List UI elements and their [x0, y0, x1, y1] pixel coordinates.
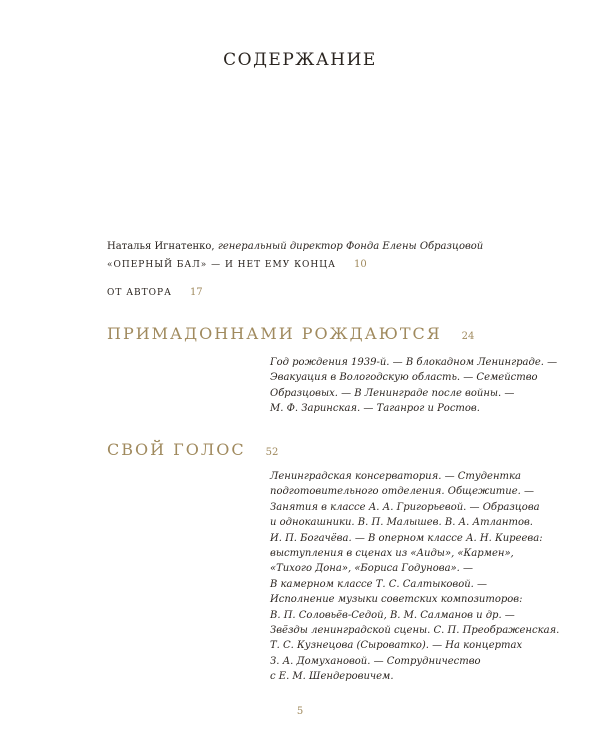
- summary-line: Ленинградская консерватория. — Студентка: [270, 471, 521, 482]
- summary-line: З. А. Домухановой. — Сотрудничество: [270, 655, 481, 667]
- summary-line: с Е. М. Шендеровичем.: [270, 671, 394, 683]
- section-summary: [270, 469, 560, 685]
- summary-line: И. П. Богачёва. — В оперном классе А. Н. Киреева:: [270, 532, 543, 544]
- section-page-number: 52: [265, 447, 279, 458]
- page-title: СОДЕРЖАНИЕ: [223, 50, 377, 70]
- summary-line: Занятия в классе А. А. Григорьевой. — Образцова: [270, 501, 540, 513]
- summary-line: Эвакуация в Вологодскую область. — Семейство: [270, 372, 538, 384]
- summary-line: Образцовых. — В Ленинграде после войны. —: [270, 387, 515, 399]
- foreword-title: «ОПЕРНЫЙ БАЛ» — И НЕТ ЕМУ КОНЦА: [107, 260, 336, 270]
- summary-line: М. Ф. Заринская. — Таганрог и Ростов.: [270, 403, 480, 415]
- summary-line: В. П. Соловьёв-Седой, В. М. Салманов и др. —: [270, 609, 515, 621]
- summary-line: подготовительного отделения. Общежитие. —: [270, 486, 534, 498]
- summary-line: В камерном классе Т. С. Салтыковой. —: [270, 578, 488, 590]
- page-number: 5: [296, 706, 304, 717]
- foreword-entry: [107, 259, 367, 270]
- foreword-author-line: [107, 241, 483, 252]
- summary-line: выступления в сценах из «Аиды», «Кармен»,: [270, 548, 514, 560]
- summary-line: Звёзды ленинградской сцены. С. П. Преображенская.: [270, 625, 560, 637]
- section-title: СВОЙ ГОЛОС: [107, 440, 246, 459]
- summary-line: Год рождения 1939-й. — В блокадном Ленинграде. —: [270, 357, 558, 368]
- from-author-label: ОТ АВТОРА: [107, 288, 172, 298]
- summary-line: Исполнение музыки советских композиторов:: [270, 594, 523, 606]
- summary-line: «Тихого Дона», «Бориса Годунова». —: [270, 563, 474, 575]
- section-page-number: 24: [461, 331, 475, 342]
- section-heading: [107, 324, 474, 343]
- from-author-page-number: 17: [189, 287, 203, 298]
- summary-line: и однокашники. В. П. Малышев. В. А. Атлантов.: [270, 517, 533, 529]
- foreword-page-number: 10: [353, 259, 367, 270]
- foreword-author-role: генеральный директор Фонда Елены Образцовой: [217, 241, 484, 252]
- foreword-author: Наталья Игнатенко,: [107, 241, 215, 252]
- from-author-entry: [107, 287, 203, 298]
- section-title: ПРИМАДОННАМИ РОЖДАЮТСЯ: [107, 324, 442, 343]
- section-summary: [270, 355, 558, 417]
- section-heading: [107, 440, 278, 459]
- summary-line: Т. С. Кузнецова (Сыроватко). — На концертах: [270, 640, 523, 652]
